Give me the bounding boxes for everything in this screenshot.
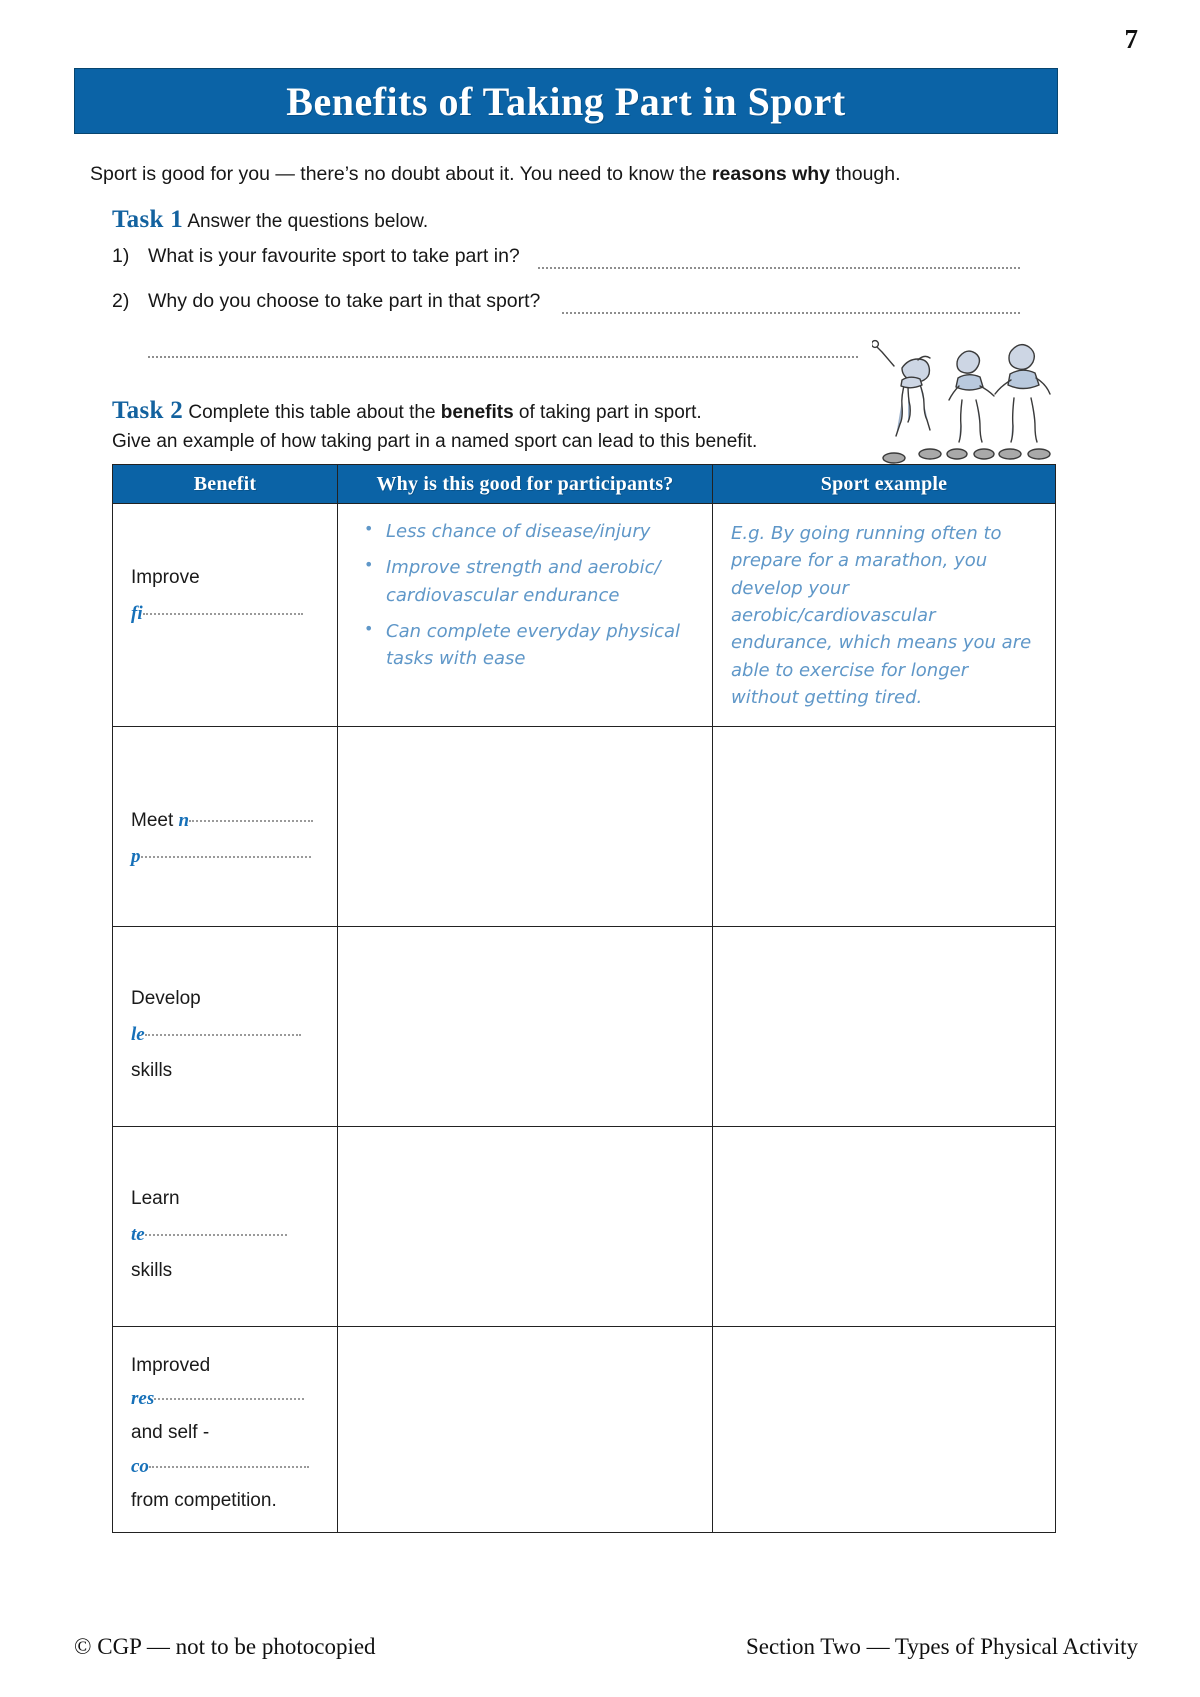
sport-example-text: E.g. By going running often to prepare for a marathon, you develop your aerobic/cardiovascular endurance, which means you are able to exercise for longer without getting tired. bbox=[731, 523, 1032, 709]
benefit-text-line: skills bbox=[131, 1059, 173, 1081]
table-row bbox=[113, 926, 1056, 1126]
table-row bbox=[113, 1126, 1056, 1326]
question-1-text: What is your favourite sport to take part in? bbox=[148, 245, 520, 267]
sport-example-cell[interactable] bbox=[713, 504, 1056, 727]
sport-example-cell[interactable] bbox=[713, 1126, 1056, 1326]
task-1-heading bbox=[112, 206, 428, 234]
benefit-text-line: Meet bbox=[131, 809, 179, 831]
benefit-text-line: Improved bbox=[131, 1354, 211, 1376]
task-1-description: Answer the questions below. bbox=[187, 211, 429, 232]
benefit-answer-line[interactable] bbox=[154, 1398, 304, 1400]
benefits-table bbox=[112, 464, 1056, 1533]
benefit-answer-line[interactable] bbox=[145, 1234, 287, 1236]
table-body bbox=[113, 504, 1056, 1533]
benefit-hint: p bbox=[131, 845, 141, 867]
page-title: Benefits of Taking Part in Sport bbox=[286, 78, 846, 124]
table-row bbox=[113, 726, 1056, 926]
benefit-hint: n bbox=[178, 809, 190, 831]
question-1-number: 1) bbox=[112, 245, 130, 267]
why-cell[interactable] bbox=[338, 926, 713, 1126]
table-row bbox=[113, 1326, 1056, 1532]
question-1-answer-line[interactable] bbox=[538, 267, 1020, 269]
task-2-label: Task 2 bbox=[112, 397, 184, 424]
benefit-cell[interactable] bbox=[113, 1126, 338, 1326]
task-2-description-line-1-after: of taking part in sport. bbox=[513, 402, 702, 423]
benefit-hint: le bbox=[131, 1023, 145, 1045]
page-title-banner bbox=[74, 68, 1058, 134]
benefit-cell[interactable] bbox=[113, 926, 338, 1126]
list-item: • Can complete everyday physical tasks with ease bbox=[386, 618, 698, 673]
task-2-description-line-2: Give an example of how taking part in a named sport can lead to this benefit. bbox=[112, 430, 758, 452]
intro-text-after: though. bbox=[830, 163, 901, 185]
athletes-illustration bbox=[872, 322, 1064, 468]
benefit-text-line: and self - bbox=[131, 1422, 210, 1444]
page-number: 7 bbox=[1124, 24, 1138, 54]
list-item: • Improve strength and aerobic/ cardiovascular endurance bbox=[386, 554, 698, 609]
table-row bbox=[113, 504, 1056, 727]
question-2 bbox=[112, 290, 540, 313]
sport-example-cell[interactable] bbox=[713, 726, 1056, 926]
sport-example-cell[interactable] bbox=[713, 926, 1056, 1126]
task-2-description-line-1-before: Complete this table about the bbox=[188, 402, 441, 423]
sport-example-cell[interactable] bbox=[713, 1326, 1056, 1532]
benefit-cell[interactable] bbox=[113, 726, 338, 926]
benefit-answer-line[interactable] bbox=[189, 820, 313, 822]
footer-section: Section Two — Types of Physical Activity bbox=[745, 1634, 1138, 1659]
benefit-hint: res bbox=[131, 1388, 155, 1410]
benefit-hint: fi bbox=[131, 603, 143, 625]
why-cell[interactable] bbox=[338, 1326, 713, 1532]
intro-text-bold: reasons why bbox=[711, 163, 831, 185]
benefit-cell[interactable] bbox=[113, 504, 338, 727]
benefit-answer-line[interactable] bbox=[149, 1466, 309, 1468]
benefit-answer-line[interactable] bbox=[145, 1034, 301, 1036]
benefit-hint: co bbox=[131, 1455, 149, 1477]
task-2-heading bbox=[112, 394, 932, 455]
benefit-text-line: Develop bbox=[131, 987, 201, 1009]
column-header-why: Why is this good for participants? bbox=[338, 465, 713, 504]
benefit-text-line: skills bbox=[131, 1259, 173, 1281]
intro-paragraph bbox=[90, 163, 1050, 186]
benefit-text-line: Learn bbox=[131, 1187, 180, 1209]
benefit-hint: te bbox=[131, 1223, 145, 1245]
benefit-answer-line[interactable] bbox=[143, 613, 303, 615]
question-2-number: 2) bbox=[112, 290, 130, 312]
question-2-text: Why do you choose to take part in that sport? bbox=[148, 290, 541, 312]
question-2-answer-line[interactable] bbox=[562, 312, 1020, 314]
why-bullet-list bbox=[356, 518, 698, 673]
benefit-answer-line[interactable] bbox=[141, 856, 311, 858]
why-cell[interactable] bbox=[338, 504, 713, 727]
why-cell[interactable] bbox=[338, 726, 713, 926]
intro-text-before: Sport is good for you — there’s no doubt about it. You need to know the bbox=[90, 163, 712, 185]
column-header-sport-example: Sport example bbox=[713, 465, 1056, 504]
list-item: • Less chance of disease/injury bbox=[386, 518, 698, 545]
benefit-cell[interactable] bbox=[113, 1326, 338, 1532]
page-footer bbox=[74, 1634, 1138, 1660]
column-header-benefit: Benefit bbox=[113, 465, 338, 504]
benefit-text-line: from competition. bbox=[131, 1489, 277, 1511]
benefit-text-line: Improve bbox=[131, 567, 200, 588]
question-1 bbox=[112, 245, 520, 268]
table-header-row bbox=[113, 465, 1056, 504]
task-2-description-bold: benefits bbox=[440, 402, 514, 423]
why-cell[interactable] bbox=[338, 1126, 713, 1326]
footer-copyright: © CGP — not to be photocopied bbox=[74, 1634, 376, 1659]
task-1-label: Task 1 bbox=[112, 206, 184, 233]
question-2-answer-line-2[interactable] bbox=[148, 356, 858, 358]
